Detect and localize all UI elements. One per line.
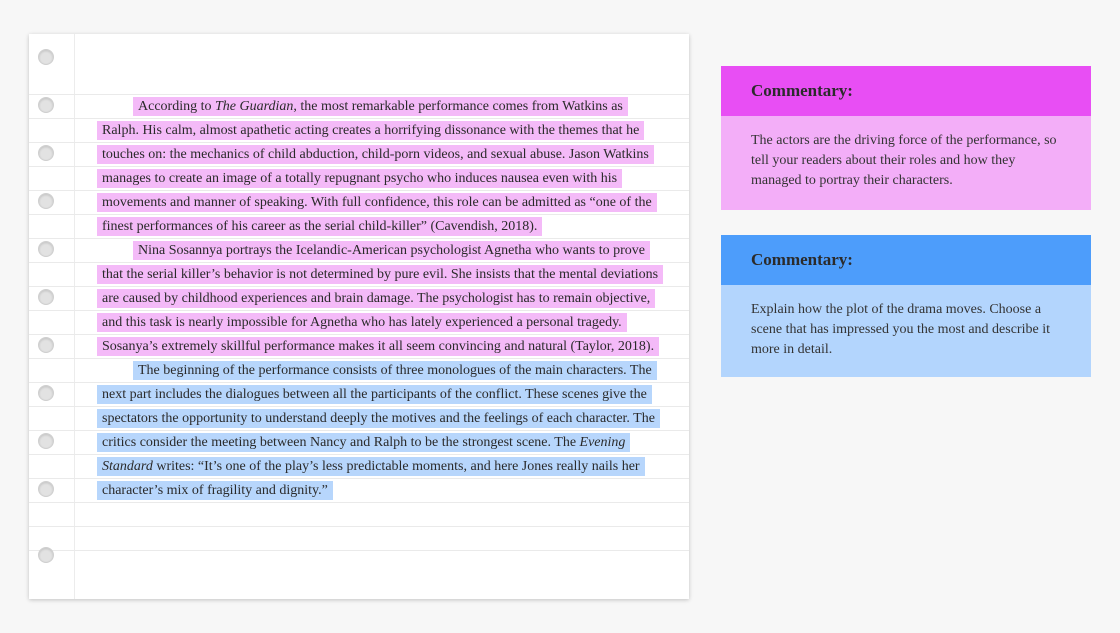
- binder-hole: [38, 97, 54, 113]
- ruled-line: [29, 550, 689, 551]
- notebook-paper: [29, 34, 689, 599]
- essay-paragraph-1: [97, 95, 662, 239]
- commentary-body: The actors are the driving force of the performance, so tell your readers about their roles and how they managed to portray their characters.: [721, 116, 1091, 210]
- essay-text: [97, 95, 662, 503]
- commentary-body: Explain how the plot of the drama moves. Choose a scene that has impressed you the most and describe it more in detail.: [721, 285, 1091, 377]
- ruled-line: [29, 526, 689, 527]
- binder-hole: [38, 289, 54, 305]
- binder-hole: [38, 49, 54, 65]
- binder-hole: [38, 193, 54, 209]
- commentary-heading: Commentary:: [721, 235, 1091, 285]
- source-title: The Guardian: [214, 99, 294, 114]
- source-title: Evening Standard: [102, 435, 626, 474]
- binder-hole: [38, 145, 54, 161]
- commentary-card-plot: [721, 235, 1091, 377]
- commentary-card-actors: [721, 66, 1091, 210]
- binder-hole: [38, 481, 54, 497]
- highlight-actors[interactable]: [97, 241, 663, 356]
- binder-hole: [38, 433, 54, 449]
- paragraph-text: According to: [138, 99, 215, 114]
- essay-paragraph-2: [97, 239, 662, 359]
- paragraph-text: writes: “It’s one of the play’s less predictable moments, and here Jones really nails her character’s mix of fragility and dignity.”: [102, 459, 640, 498]
- highlight-plot[interactable]: [97, 361, 660, 500]
- paragraph-text: , the most remarkable performance comes from Watkins as Ralph. His calm, almost apathetic acting creates a horrifying dissonance with the themes that he touches on: the mechanics of child abduction, child-porn videos, and sexual abuse. Jason Watkins manages to create an image of a totally repugnant psycho who induces nausea even with his movements and manner of speaking. With full confidence, this role can be admitted as “one of the finest performances of his career as the serial child-killer” (Cavendish, 2018).: [102, 99, 652, 234]
- binder-hole: [38, 385, 54, 401]
- binder-hole: [38, 547, 54, 563]
- paragraph-text: The beginning of the performance consists of three monologues of the main characters. The next part includes the dialogues between all the participants of the conflict. These scenes give the spectators the opportunity to understand deeply the motives and the feelings of each character. The critics consider the meeting between Nancy and Ralph to be the strongest scene. The: [102, 363, 655, 450]
- highlight-actors[interactable]: [97, 97, 657, 236]
- essay-paragraph-3: [97, 359, 662, 503]
- paragraph-text: Nina Sosannya portrays the Icelandic-American psychologist Agnetha who wants to prove that the serial killer’s behavior is not determined by pure evil. She insists that the mental deviations are caused by childhood experiences and brain damage. The psychologist has to remain objective, and this task is nearly impossible for Agnetha who has lately experienced a personal tragedy. Sosanya’s extremely skillful performance makes it all seem convincing and natural (Taylor, 2018).: [102, 243, 659, 354]
- commentary-heading: Commentary:: [721, 66, 1091, 116]
- binder-hole: [38, 337, 54, 353]
- binder-hole: [38, 241, 54, 257]
